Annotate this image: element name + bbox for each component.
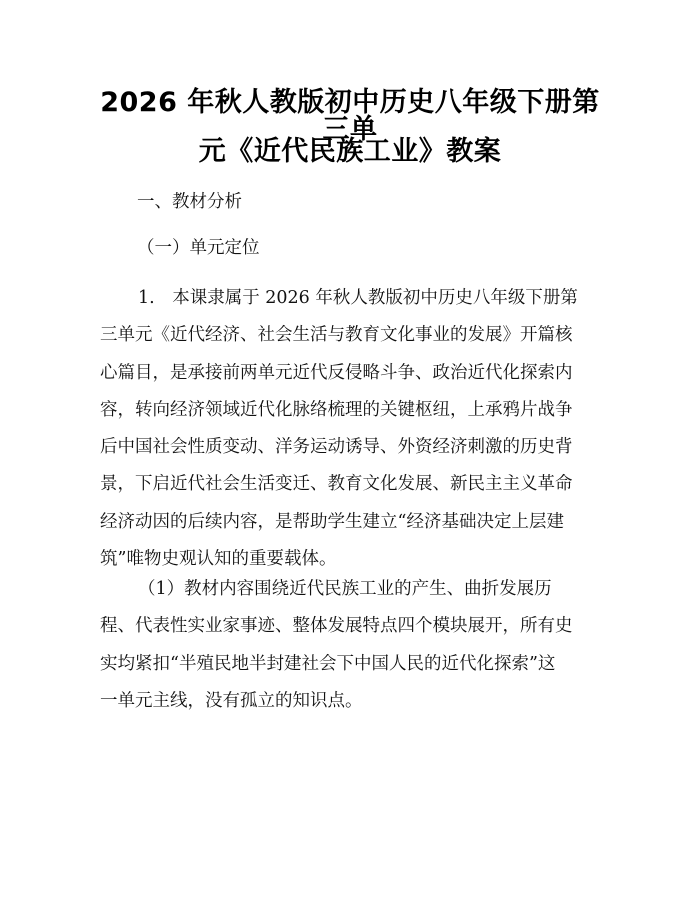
paragraph-1-line: 容，转向经济领域近代化脉络梳理的关键枢纽，上承鸦片战争 (100, 399, 573, 420)
paragraph-1-line: 后中国社会性质变动、洋务运动诱导、外资经济刺激的历史背 (100, 437, 573, 458)
paragraph-2-line: 程、代表性实业家事迹、整体发展特点四个模块展开，所有史 (100, 616, 573, 637)
paragraph-1-line: 景，下启近代社会生活变迁、教育文化发展、新民主主义革命 (100, 474, 573, 495)
document-title-line-1: 2026 年秋人教版初中历史八年级下册第三单 (100, 87, 600, 145)
document-title-line-2: 元《近代民族工业》教案 (198, 136, 502, 167)
paragraph-1-line: 三单元《近代经济、社会生活与教育文化事业的发展》开篇核 (100, 325, 573, 346)
paragraph-1-line: 经济动因的后续内容，是帮助学生建立“经济基础决定上层建 (100, 511, 564, 532)
paragraph-2-line: 实均紧扣“半殖民地半封建社会下中国人民的近代化探索”这 (100, 653, 556, 674)
paragraph-1-line: 筑”唯物史观认知的重要载体。 (100, 549, 337, 570)
paragraph-1-line: 心篇目，是承接前两单元近代反侵略斗争、政治近代化探索内 (100, 362, 573, 383)
paragraph-1-line: 1. 本课隶属于 2026 年秋人教版初中历史八年级下册第 (138, 288, 578, 308)
subsection-heading: （一）单元定位 (137, 238, 260, 258)
paragraph-2-line: 一单元主线，没有孤立的知识点。 (100, 690, 363, 711)
section-heading: 一、教材分析 (137, 192, 242, 212)
paragraph-2-line: （1）教材内容围绕近代民族工业的产生、曲折发展历 (138, 579, 552, 599)
paragraph-2 (100, 581, 600, 730)
paragraph-1 (100, 290, 600, 588)
